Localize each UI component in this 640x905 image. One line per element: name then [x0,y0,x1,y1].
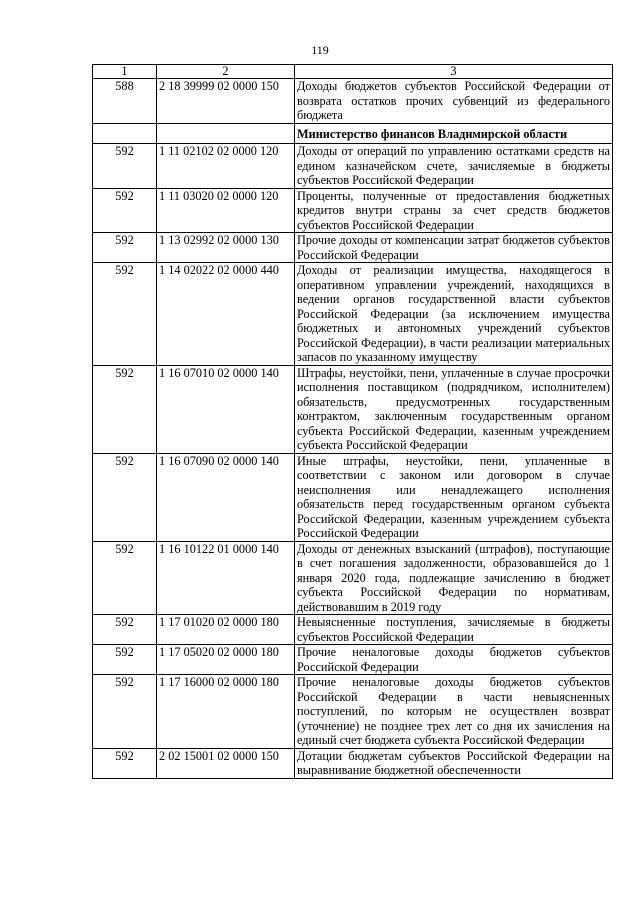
budget-classification-code-cell: 1 16 07010 02 0000 140 [157,365,295,453]
table-row [93,365,613,453]
budget-classification-code-cell: 1 14 02022 02 0000 440 [157,263,295,366]
table-row [93,615,613,645]
budget-classification-code-cell: 1 16 10122 01 0000 140 [157,541,295,615]
admin-code-cell [93,123,157,144]
section-header-row [93,123,613,144]
table-row [93,263,613,366]
revenue-description-cell: Прочие неналоговые доходы бюджетов субъектов Российской Федерации [295,645,613,675]
column-header-3: 3 [295,65,613,79]
revenue-description-cell: Министерство финансов Владимирской области [295,123,613,144]
admin-code-cell: 588 [93,79,157,124]
table-row [93,541,613,615]
revenue-description-cell: Дотации бюджетам субъектов Российской Федерации на выравнивание бюджетной обеспеченности [295,748,613,778]
budget-classification-code-cell: 1 17 01020 02 0000 180 [157,615,295,645]
table-row [93,79,613,124]
table-row [93,188,613,233]
table-row [93,748,613,778]
revenue-description-cell: Иные штрафы, неустойки, пени, уплаченные в соответствии с законом или договором в случае неисполнения или ненадлежащего исполнения обязательств перед государственным органом субъекта Российской Федерации, казенным учреждением субъекта Российской Федерации [295,453,613,541]
admin-code-cell: 592 [93,233,157,263]
revenue-description-cell: Штрафы, неустойки, пени, уплаченные в случае просрочки исполнения поставщиком (подрядчиком, исполнителем) обязательств, предусмотренных государственным контрактом, заключенным государственным органом субъекта Российской Федерации, казенным учреждением субъекта Российской Федерации [295,365,613,453]
budget-classification-code-cell: 2 02 15001 02 0000 150 [157,748,295,778]
column-header-2: 2 [157,65,295,79]
budget-classification-code-cell: 1 11 03020 02 0000 120 [157,188,295,233]
table-row [93,675,613,749]
revenue-description-cell: Проценты, полученные от предоставления бюджетных кредитов внутри страны за счет средств бюджетов субъектов Российской Федерации [295,188,613,233]
admin-code-cell: 592 [93,263,157,366]
revenue-description-cell: Доходы от операций по управлению остатками средств на едином казначейском счете, зачисляемые в бюджеты субъектов Российской Федерации [295,144,613,189]
table-row [93,645,613,675]
budget-classification-code-cell: 1 16 07090 02 0000 140 [157,453,295,541]
revenue-description-cell: Доходы от денежных взысканий (штрафов), поступающие в счет погашения задолженности, образовавшейся до 1 января 2020 года, подлежащие зачислению в бюджет субъекта Российской Федерации по нормативам, действовавшим в 2019 году [295,541,613,615]
column-header-1: 1 [93,65,157,79]
budget-classification-code-cell: 1 17 16000 02 0000 180 [157,675,295,749]
revenue-description-cell: Доходы от реализации имущества, находящегося в оперативном управлении учреждений, находящихся в ведении органов государственной власти субъектов Российской Федерации (за исключением имущества бюджетных и автономных учреждений субъектов Российской Федерации), в части реализации материальных запасов по указанному имуществу [295,263,613,366]
revenue-classification-table [92,64,613,779]
budget-classification-code-cell [157,123,295,144]
admin-code-cell: 592 [93,645,157,675]
table-row [93,144,613,189]
admin-code-cell: 592 [93,144,157,189]
revenue-description-cell: Прочие неналоговые доходы бюджетов субъектов Российской Федерации в части невыясненных поступлений, по которым не осуществлен возврат (уточнение) не позднее трех лет со дня их зачисления на единый счет бюджета субъекта Российской Федерации [295,675,613,749]
page-number: 119 [311,43,329,57]
admin-code-cell: 592 [93,365,157,453]
budget-classification-code-cell: 1 17 05020 02 0000 180 [157,645,295,675]
admin-code-cell: 592 [93,615,157,645]
table-row [93,233,613,263]
admin-code-cell: 592 [93,675,157,749]
budget-classification-code-cell: 2 18 39999 02 0000 150 [157,79,295,124]
admin-code-cell: 592 [93,453,157,541]
admin-code-cell: 592 [93,541,157,615]
budget-classification-code-cell: 1 11 02102 02 0000 120 [157,144,295,189]
revenue-description-cell: Невыясненные поступления, зачисляемые в бюджеты субъектов Российской Федерации [295,615,613,645]
budget-classification-code-cell: 1 13 02992 02 0000 130 [157,233,295,263]
table-row [93,453,613,541]
admin-code-cell: 592 [93,188,157,233]
table-header-row [93,65,613,79]
admin-code-cell: 592 [93,748,157,778]
revenue-description-cell: Прочие доходы от компенсации затрат бюджетов субъектов Российской Федерации [295,233,613,263]
revenue-description-cell: Доходы бюджетов субъектов Российской Федерации от возврата остатков прочих субвенций из федерального бюджета [295,79,613,124]
